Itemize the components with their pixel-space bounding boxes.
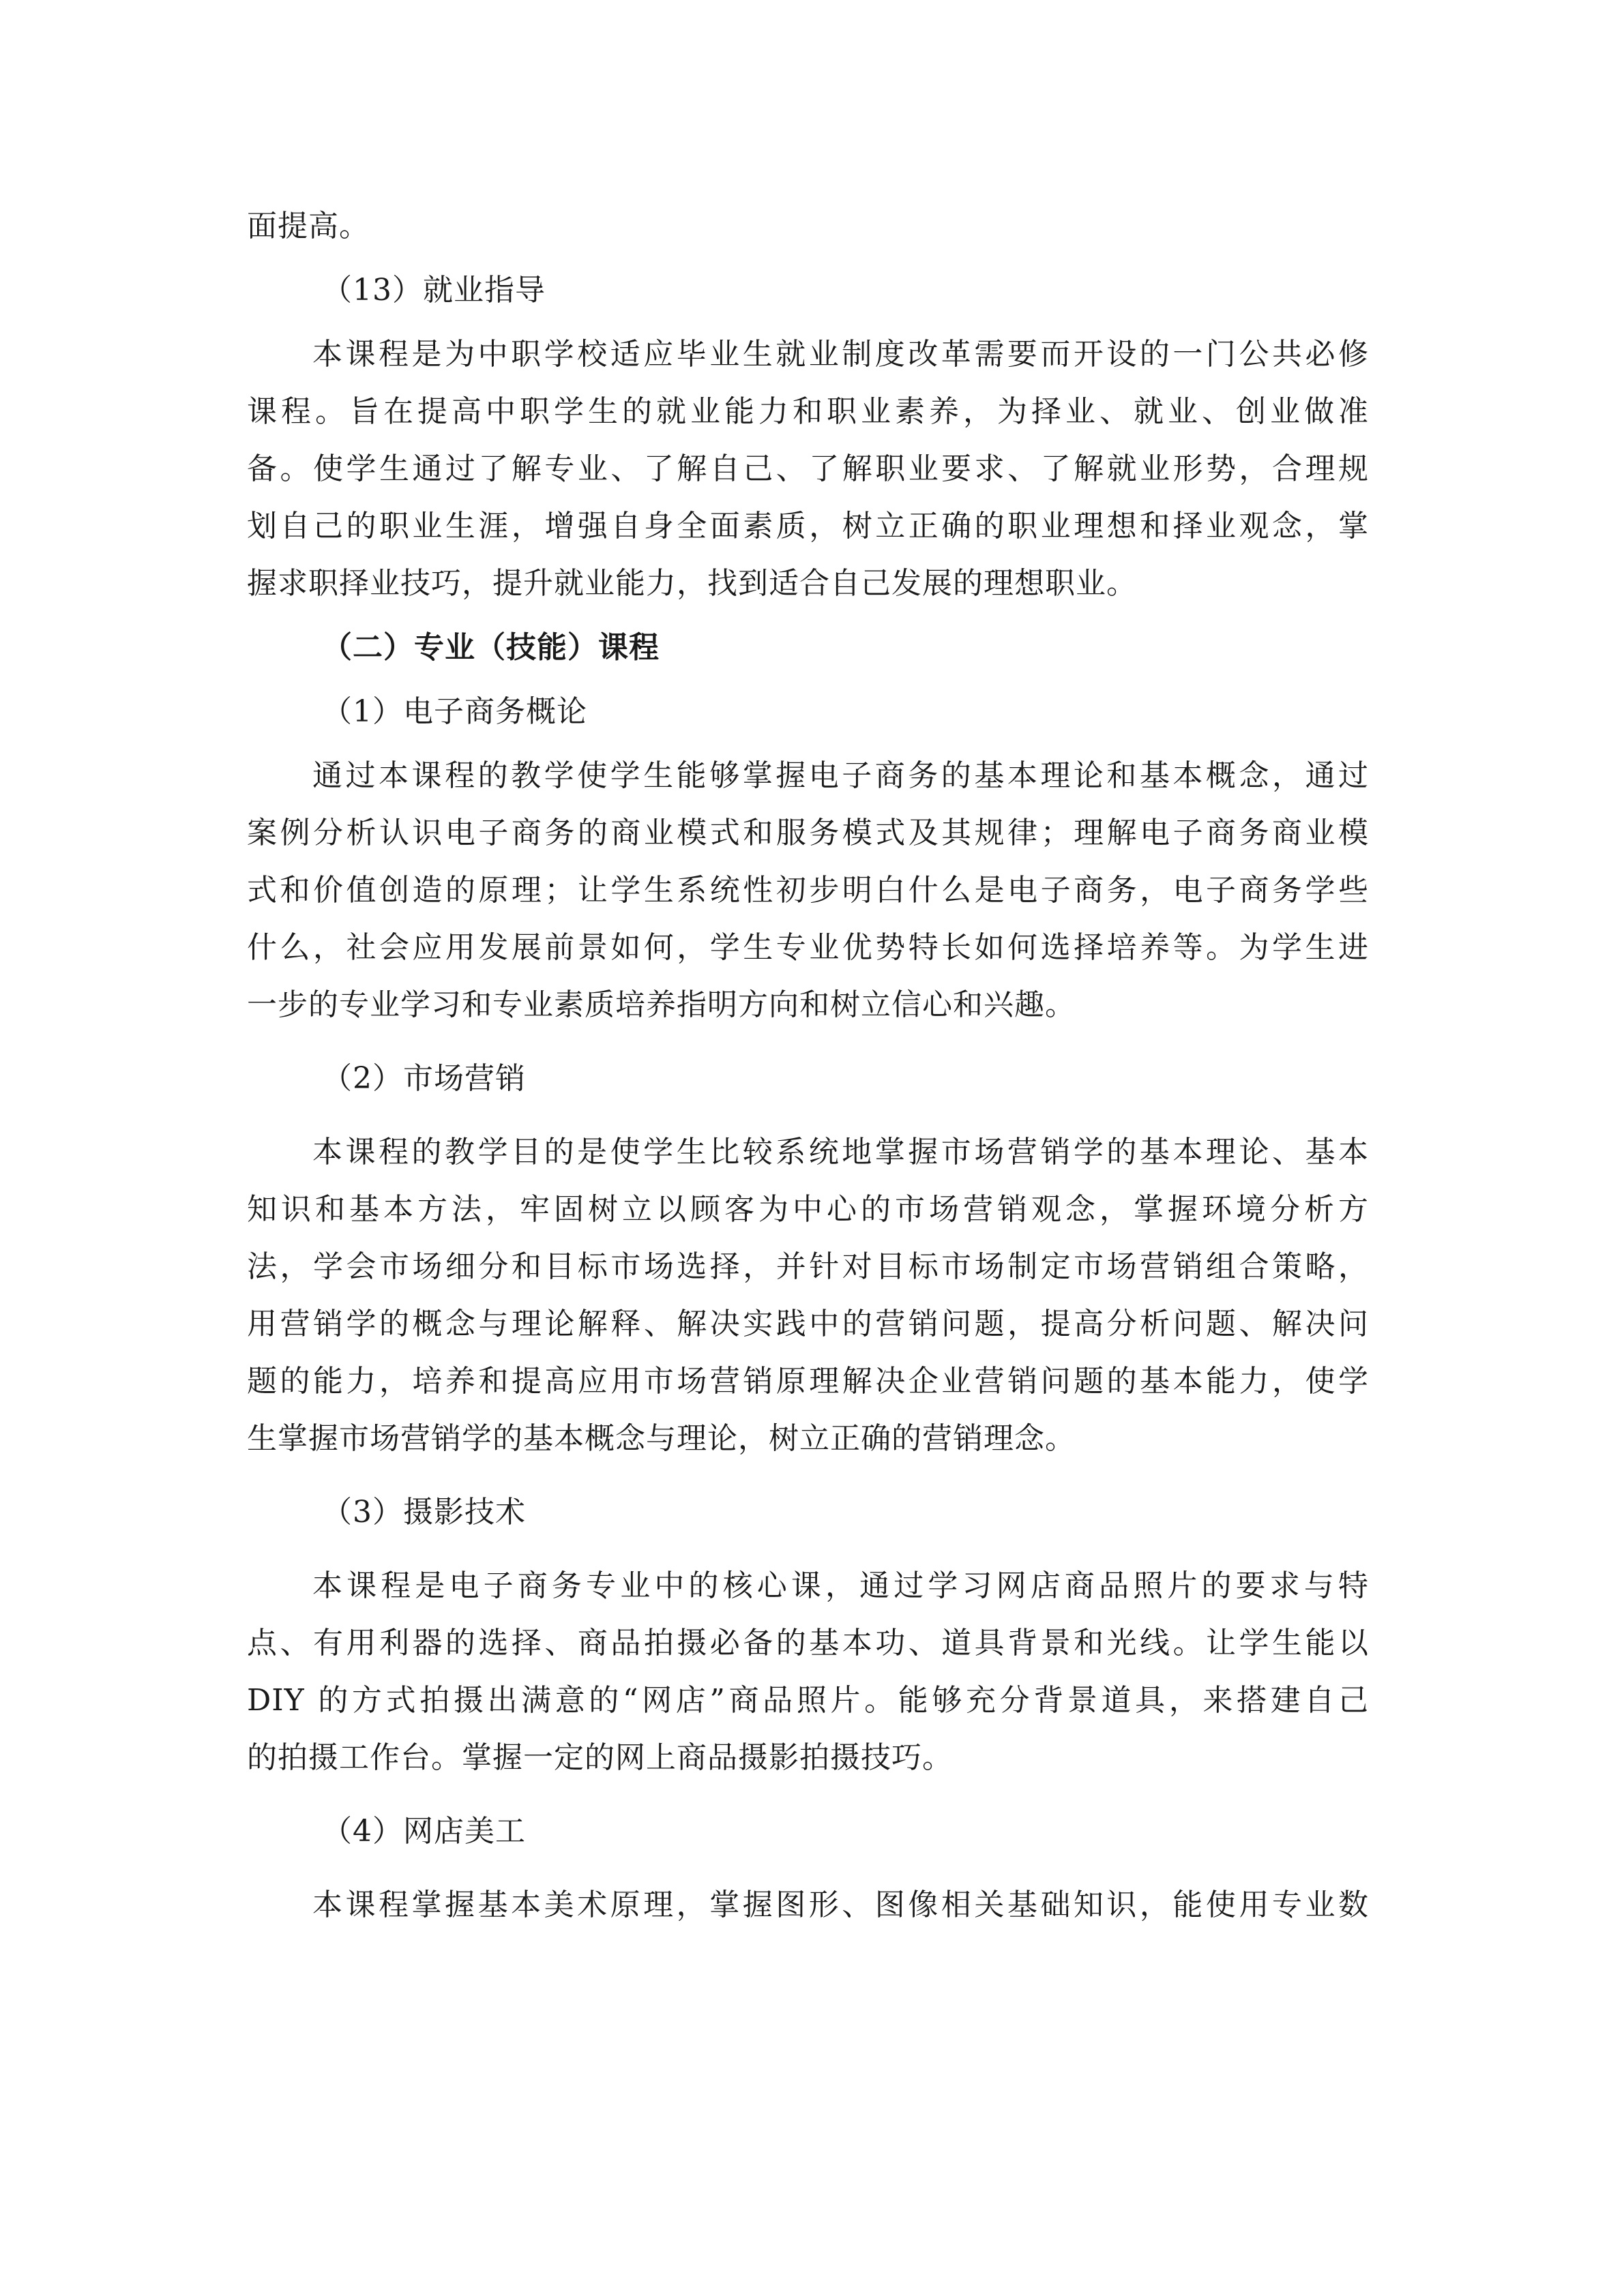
heading-shop-design: （4）网店美工 <box>322 1814 526 1849</box>
paragraph-line: 本课程是为中职学校适应毕业生就业制度改革需要而开设的一门公共必修 <box>312 337 1369 372</box>
heading-career-guidance: （13）就业指导 <box>322 273 546 308</box>
paragraph-line: DIY 的方式拍摄出满意的“网店”商品照片。能够充分背景道具，来搭建自己 <box>247 1683 1369 1718</box>
paragraph-line: 握求职择业技巧，提升就业能力，找到适合自己发展的理想职业。 <box>247 566 1137 601</box>
heading-photography: （3）摄影技术 <box>322 1495 526 1530</box>
paragraph-ecommerce-intro <box>247 747 1369 1034</box>
document-body <box>247 198 1369 1934</box>
paragraph-line: 用营销学的概念与理论解释、解决实践中的营销问题，提高分析问题、解决问 <box>247 1307 1369 1341</box>
paragraph-line: 的拍摄工作台。掌握一定的网上商品摄影拍摄技巧。 <box>247 1740 953 1775</box>
paragraph-line: 划自己的职业生涯，增强自身全面素质，树立正确的职业理想和择业观念，掌 <box>247 509 1369 543</box>
paragraph-line: 本课程掌握基本美术原理，掌握图形、图像相关基础知识，能使用专业数 <box>312 1888 1369 1922</box>
paragraph-line: 本课程的教学目的是使学生比较系统地掌握市场营销学的基本理论、基本 <box>312 1135 1369 1169</box>
paragraph-marketing <box>247 1124 1369 1467</box>
paragraph-line: 法，学会市场细分和目标市场选择，并针对目标市场制定市场营销组合策略， <box>247 1249 1369 1284</box>
paragraph-line: 知识和基本方法，牢固树立以顾客为中心的市场营销观念，掌握环境分析方 <box>247 1192 1369 1227</box>
heading-marketing: （2）市场营销 <box>322 1061 526 1096</box>
paragraph-line: 课程。旨在提高中职学生的就业能力和职业素养，为择业、就业、创业做准 <box>247 394 1369 429</box>
paragraph-line: 本课程是电子商务专业中的核心课，通过学习网店商品照片的要求与特 <box>312 1568 1369 1603</box>
paragraph-shop-design <box>247 1877 1369 1934</box>
paragraph-career-guidance <box>247 326 1369 612</box>
paragraph-line: 通过本课程的教学使学生能够掌握电子商务的基本理论和基本概念，通过 <box>312 758 1369 793</box>
paragraph-line: 什么，社会应用发展前景如何，学生专业优势特长如何选择培养等。为学生进 <box>247 930 1369 965</box>
paragraph-line: 题的能力，培养和提高应用市场营销原理解决企业营销问题的基本能力，使学 <box>247 1364 1369 1399</box>
paragraph-line: 备。使学生通过了解专业、了解自己、了解职业要求、了解就业形势，合理规 <box>247 451 1369 486</box>
paragraph-line: 点、有用利器的选择、商品拍摄必备的基本功、道具背景和光线。让学生能以 <box>247 1626 1369 1660</box>
paragraph-line: 案例分析认识电子商务的商业模式和服务模式及其规律；理解电子商务商业模 <box>247 816 1369 850</box>
heading-ecommerce-intro: （1）电子商务概论 <box>322 694 587 729</box>
paragraph-continuation: 面提高。 <box>247 209 370 243</box>
paragraph-line: 生掌握市场营销学的基本概念与理论，树立正确的营销理念。 <box>247 1421 1076 1456</box>
section-heading-professional-courses: （二）专业（技能）课程 <box>322 630 660 665</box>
paragraph-line: 式和价值创造的原理；让学生系统性初步明白什么是电子商务，电子商务学些 <box>247 873 1369 908</box>
paragraph-photography <box>247 1557 1369 1787</box>
paragraph-line: 一步的专业学习和专业素质培养指明方向和树立信心和兴趣。 <box>247 987 1076 1022</box>
